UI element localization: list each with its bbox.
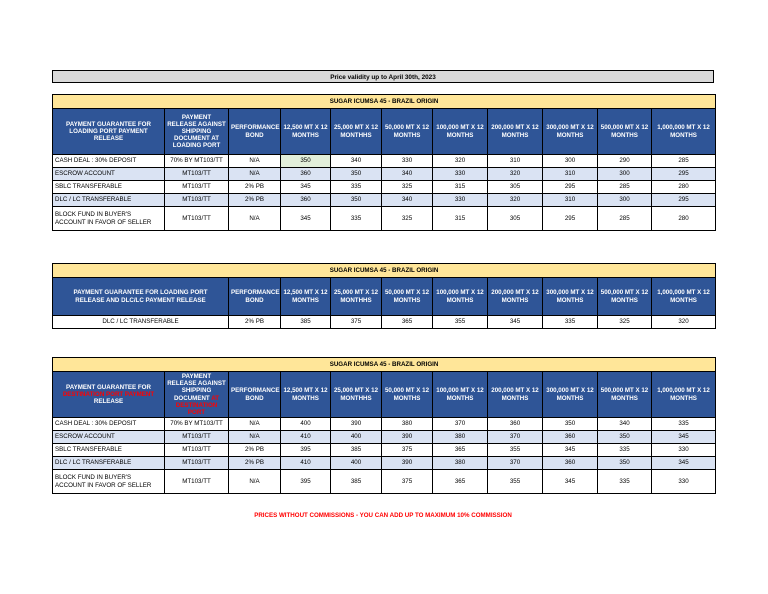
table-cell: 370 xyxy=(433,418,488,431)
table-cell: 400 xyxy=(281,418,331,431)
table-cell: 355 xyxy=(488,470,543,494)
column-header: 12,500 MT X 12 MONTHS xyxy=(281,372,331,418)
table-cell: 380 xyxy=(433,431,488,444)
table-cell: 2% PB xyxy=(229,316,281,329)
table-cell: 350 xyxy=(598,431,652,444)
column-header: 1,000,000 MT X 12 MONTHS xyxy=(652,109,716,155)
table-cell: N/A xyxy=(229,168,281,181)
table-cell: 2% PB xyxy=(229,194,281,207)
table-cell: 335 xyxy=(543,316,598,329)
table-cell: N/A xyxy=(229,431,281,444)
table-cell: 370 xyxy=(488,457,543,470)
table-cell: CASH DEAL : 30% DEPOSIT xyxy=(53,418,165,431)
table-cell: BLOCK FUND IN BUYER'S ACCOUNT IN FAVOR OF SELLER xyxy=(53,207,165,231)
column-header: 200,000 MT X 12 MONTHS xyxy=(488,109,543,155)
price-table-dlc-release xyxy=(52,263,716,329)
header-text: PAYMENT RELEASE AGAINST SHIPPING DOCUMENT xyxy=(167,373,226,402)
header-text-highlight: AT DESTINATION PORT xyxy=(175,394,220,416)
table-row xyxy=(53,194,716,207)
commission-note: PRICES WITHOUT COMMISSIONS - YOU CAN ADD UP TO MAXIMUM 10% COMMISSION xyxy=(254,512,512,519)
table-cell: MT103/TT xyxy=(165,470,229,494)
header-row xyxy=(53,372,716,418)
table-cell: DLC / LC TRANSFERABLE xyxy=(53,316,229,329)
table-cell: 340 xyxy=(382,194,433,207)
table-cell: 325 xyxy=(382,181,433,194)
table-cell: ESCROW ACCOUNT xyxy=(53,168,165,181)
table-cell: 345 xyxy=(543,470,598,494)
table-row xyxy=(53,181,716,194)
table-cell: 330 xyxy=(382,155,433,168)
table-cell: 295 xyxy=(652,168,716,181)
table-cell: 395 xyxy=(281,470,331,494)
table-cell: 360 xyxy=(543,431,598,444)
column-header: PAYMENT RELEASE AGAINST SHIPPING DOCUMENT AT LOADING PORT xyxy=(165,109,229,155)
header-text: RELEASE xyxy=(93,398,124,406)
column-header: PAYMENT GUARANTEE FOR LOADING PORT PAYMENT RELEASE xyxy=(53,109,165,155)
table-cell: 280 xyxy=(652,207,716,231)
table-cell: 325 xyxy=(382,207,433,231)
table-cell: 2% PB xyxy=(229,181,281,194)
table-row xyxy=(53,168,716,181)
column-header: PERFORMANCE BOND xyxy=(229,109,281,155)
column-header xyxy=(53,372,165,418)
table-cell: 350 xyxy=(543,418,598,431)
column-header: PERFORMANCE BOND xyxy=(229,278,281,316)
table-title: SUGAR ICUMSA 45 - BRAZIL ORIGIN xyxy=(53,358,716,372)
column-header: 500,000 MT X 12 MONTHS xyxy=(598,372,652,418)
table-cell: MT103/TT xyxy=(165,444,229,457)
table-cell: 335 xyxy=(598,470,652,494)
column-header: 50,000 MT X 12 MONTHS xyxy=(382,109,433,155)
table-cell: 280 xyxy=(652,181,716,194)
table-cell: 365 xyxy=(433,470,488,494)
table-cell: 360 xyxy=(543,457,598,470)
table-cell: N/A xyxy=(229,155,281,168)
table-cell: 290 xyxy=(598,155,652,168)
column-header: 200,000 MT X 12 MONTHS xyxy=(488,278,543,316)
table-cell: DLC / LC TRANSFERABLE xyxy=(53,194,165,207)
table-cell: 345 xyxy=(652,457,716,470)
column-header: 50,000 MT X 12 MONTHS xyxy=(382,372,433,418)
table-cell: 345 xyxy=(281,181,331,194)
table-row xyxy=(53,316,716,329)
table-cell: 370 xyxy=(488,431,543,444)
column-header: 12,500 MT X 12 MONTHS xyxy=(281,278,331,316)
table-cell: BLOCK FUND IN BUYER'S ACCOUNT IN FAVOR OF SELLER xyxy=(53,470,165,494)
table-cell: MT103/TT xyxy=(165,181,229,194)
table-cell: 410 xyxy=(281,431,331,444)
price-table-destination-port xyxy=(52,357,716,494)
table-cell: 410 xyxy=(281,457,331,470)
column-header: PAYMENT GUARANTEE FOR LOADING PORT RELEASE AND DLC/LC PAYMENT RELEASE xyxy=(53,278,229,316)
table-cell: 310 xyxy=(543,194,598,207)
table-cell: 295 xyxy=(543,181,598,194)
column-header: 25,000 MT X 12 MONTHHS xyxy=(331,278,382,316)
table-cell: 315 xyxy=(433,207,488,231)
column-header: 100,000 MT X 12 MONTHS xyxy=(433,372,488,418)
table-cell: 360 xyxy=(281,194,331,207)
table-row xyxy=(53,431,716,444)
column-header xyxy=(165,372,229,418)
column-header: PERFORMANCE BOND xyxy=(229,372,281,418)
column-header: 200,000 MT X 12 MONTHS xyxy=(488,372,543,418)
table-cell: 320 xyxy=(652,316,716,329)
table-cell: 375 xyxy=(382,470,433,494)
table-cell: 345 xyxy=(488,316,543,329)
table-cell: 2% PB xyxy=(229,457,281,470)
table-row xyxy=(53,457,716,470)
table-row xyxy=(53,155,716,168)
table-cell: 400 xyxy=(331,457,382,470)
table-cell: 365 xyxy=(382,316,433,329)
table-cell: 390 xyxy=(382,431,433,444)
header-text: PAYMENT GUARANTEE FOR xyxy=(66,383,151,391)
table-title: SUGAR ICUMSA 45 - BRAZIL ORIGIN xyxy=(53,264,716,278)
table-cell: 350 xyxy=(331,168,382,181)
table-cell: MT103/TT xyxy=(165,194,229,207)
table-cell: 295 xyxy=(652,194,716,207)
table-cell: 335 xyxy=(598,444,652,457)
column-header: 300,000 MT X 12 MONTHS xyxy=(543,372,598,418)
table-cell: 340 xyxy=(331,155,382,168)
table-cell: 345 xyxy=(281,207,331,231)
table-cell: 350 xyxy=(331,194,382,207)
column-header: 100,000 MT X 12 MONTHS xyxy=(433,278,488,316)
column-header: 1,000,000 MT X 12 MONTHS xyxy=(652,278,716,316)
table-cell: 360 xyxy=(281,168,331,181)
table-cell: MT103/TT xyxy=(165,457,229,470)
table-cell: 315 xyxy=(433,181,488,194)
column-header: 300,000 MT X 12 MONTHS xyxy=(543,109,598,155)
table-cell: 345 xyxy=(543,444,598,457)
table-cell: 380 xyxy=(382,418,433,431)
table-cell: 400 xyxy=(331,431,382,444)
table-cell: 310 xyxy=(543,168,598,181)
header-text-highlight: DESTINATION PORT PAYMENT xyxy=(62,390,155,398)
table-cell: N/A xyxy=(229,207,281,231)
table-cell: 350 xyxy=(598,457,652,470)
table-cell: 285 xyxy=(652,155,716,168)
table-cell: 385 xyxy=(331,444,382,457)
table-cell: 305 xyxy=(488,181,543,194)
table-cell: 300 xyxy=(598,168,652,181)
selected-cell[interactable]: 350 xyxy=(281,155,331,168)
table-row xyxy=(53,444,716,457)
table-cell: SBLC TRANSFERABLE xyxy=(53,181,165,194)
column-header: 100,000 MT X 12 MONTHS xyxy=(433,109,488,155)
table-cell: ESCROW ACCOUNT xyxy=(53,431,165,444)
table-title: SUGAR ICUMSA 45 - BRAZIL ORIGIN xyxy=(53,95,716,109)
table-cell: 70% BY MT103/TT xyxy=(165,418,229,431)
column-header: 500,000 MT X 12 MONTHS xyxy=(598,109,652,155)
price-validity-banner: Price validity up to April 30th, 2023 xyxy=(52,70,714,83)
table-row xyxy=(53,207,716,231)
table-cell: MT103/TT xyxy=(165,431,229,444)
column-header: 12,500 MT X 12 MONTHS xyxy=(281,109,331,155)
column-header: 25,000 MT X 12 MONTHHS xyxy=(331,109,382,155)
header-row xyxy=(53,109,716,155)
table-cell: 375 xyxy=(382,444,433,457)
table-cell: 300 xyxy=(543,155,598,168)
table-cell: 365 xyxy=(433,444,488,457)
table-cell: 335 xyxy=(652,418,716,431)
column-header: 1,000,000 MT X 12 MONTHS xyxy=(652,372,716,418)
table-cell: 295 xyxy=(543,207,598,231)
table-cell: 320 xyxy=(488,168,543,181)
column-header: 500,000 MT X 12 MONTHS xyxy=(598,278,652,316)
table-cell: 2% PB xyxy=(229,444,281,457)
table-cell: N/A xyxy=(229,470,281,494)
table-cell: 355 xyxy=(488,444,543,457)
table-cell: 380 xyxy=(433,457,488,470)
table-cell: SBLC TRANSFERABLE xyxy=(53,444,165,457)
table-cell: 375 xyxy=(331,316,382,329)
table-cell: 390 xyxy=(331,418,382,431)
table-cell: 285 xyxy=(598,181,652,194)
table-cell: N/A xyxy=(229,418,281,431)
price-table-loading-port xyxy=(52,94,716,231)
table-cell: 335 xyxy=(331,207,382,231)
table-cell: 325 xyxy=(598,316,652,329)
table-cell: 320 xyxy=(433,155,488,168)
table-cell: MT103/TT xyxy=(165,207,229,231)
table-cell: 330 xyxy=(652,444,716,457)
table-cell: 335 xyxy=(331,181,382,194)
table-row xyxy=(53,470,716,494)
column-header: 50,000 MT X 12 MONTHS xyxy=(382,278,433,316)
table-cell: 285 xyxy=(598,207,652,231)
table-cell: 70% BY MT103/TT xyxy=(165,155,229,168)
table-cell: 330 xyxy=(652,470,716,494)
table-cell: 340 xyxy=(382,168,433,181)
table-cell: 355 xyxy=(433,316,488,329)
table-cell: CASH DEAL : 30% DEPOSIT xyxy=(53,155,165,168)
table-cell: 385 xyxy=(281,316,331,329)
table-cell: DLC / LC TRANSFERABLE xyxy=(53,457,165,470)
table-cell: 310 xyxy=(488,155,543,168)
table-cell: 320 xyxy=(488,194,543,207)
table-cell: 390 xyxy=(382,457,433,470)
table-cell: MT103/TT xyxy=(165,168,229,181)
table-row xyxy=(53,418,716,431)
table-cell: 300 xyxy=(598,194,652,207)
table-cell: 360 xyxy=(488,418,543,431)
column-header: 25,000 MT X 12 MONTHHS xyxy=(331,372,382,418)
table-cell: 340 xyxy=(598,418,652,431)
column-header: 300,000 MT X 12 MONTHS xyxy=(543,278,598,316)
table-cell: 395 xyxy=(281,444,331,457)
table-cell: 345 xyxy=(652,431,716,444)
table-cell: 385 xyxy=(331,470,382,494)
table-cell: 305 xyxy=(488,207,543,231)
table-cell: 330 xyxy=(433,168,488,181)
table-cell: 330 xyxy=(433,194,488,207)
header-row xyxy=(53,278,716,316)
